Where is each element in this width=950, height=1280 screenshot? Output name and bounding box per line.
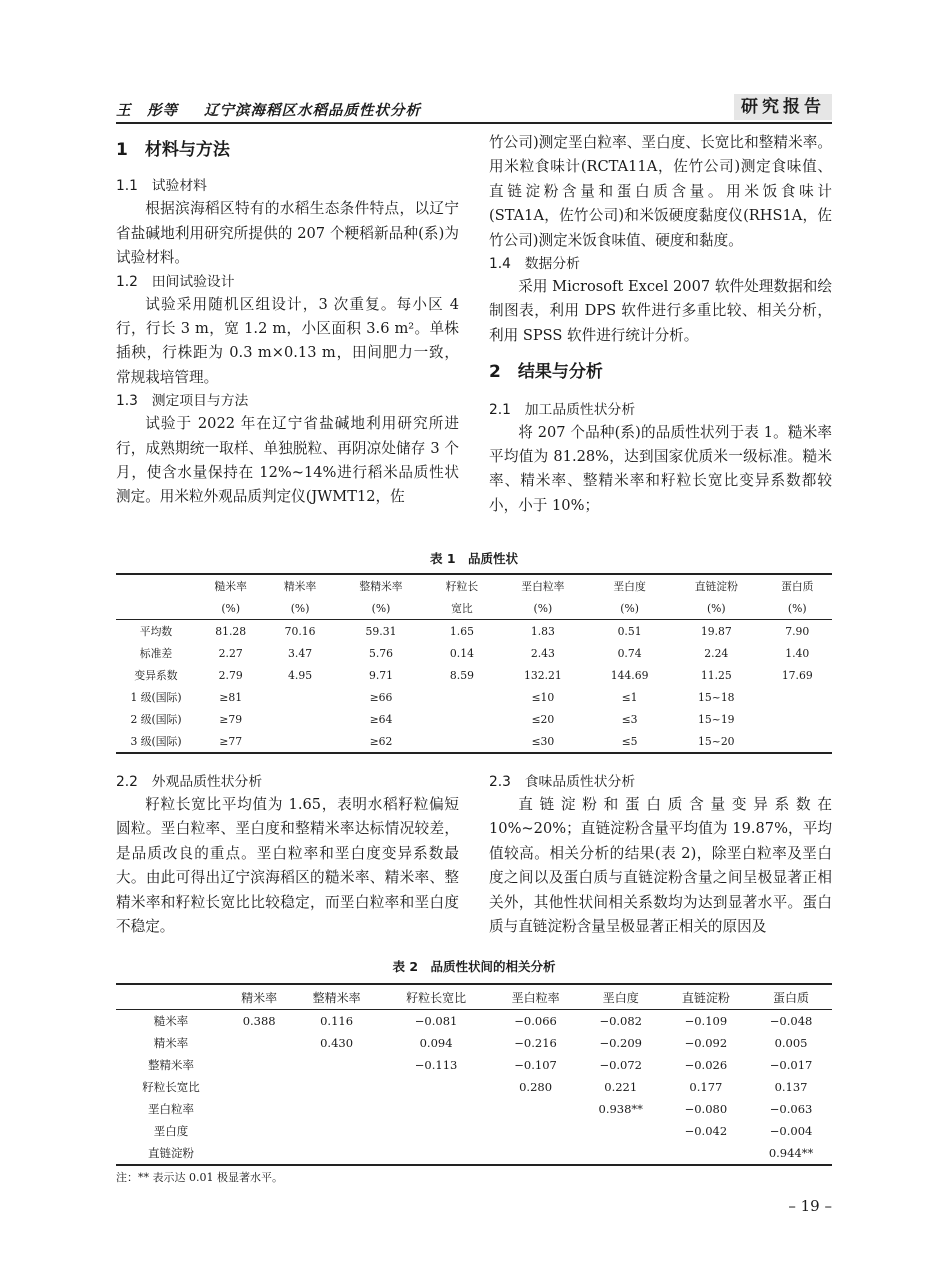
table1-header-cell: 精米率 <box>265 574 334 597</box>
table-cell <box>491 1142 579 1165</box>
table-cell: 0.51 <box>617 624 642 638</box>
table-cell: 132.21 <box>523 668 562 682</box>
subsection-heading: 1.4 数据分析 <box>489 256 580 273</box>
row-label: 整精米率 <box>148 1058 194 1072</box>
table-cell: 9.71 <box>368 668 394 682</box>
table-cell <box>381 1076 492 1098</box>
table-row <box>116 1120 832 1142</box>
table-cell <box>427 686 496 708</box>
table-cell: ≥62 <box>335 730 428 753</box>
table-cell <box>226 1054 292 1076</box>
table2-header-row <box>116 984 832 1010</box>
table1-header-row <box>116 574 832 597</box>
table1-header-cell: (%) <box>265 597 334 620</box>
table-cell: −0.066 <box>514 1014 557 1028</box>
table-cell: ≤30 <box>497 730 590 753</box>
table-row <box>116 1098 832 1120</box>
table-cell <box>763 730 832 753</box>
table-cell: ≥79 <box>219 712 243 726</box>
table-cell: 4.95 <box>288 668 313 682</box>
table-cell: 0.280 <box>519 1080 553 1094</box>
table-cell: −0.063 <box>769 1102 813 1116</box>
table2-header-cell: 垩白粒率 <box>491 984 579 1010</box>
table-cell: 3.47 <box>288 646 313 660</box>
right-column-bottom <box>489 771 832 939</box>
table2-caption: 表 2 品质性状间的相关分析 <box>392 959 556 974</box>
row-label: 垩白粒率 <box>148 1102 194 1116</box>
table-cell: 0.221 <box>604 1080 638 1094</box>
table2-header-cell: 蛋白质 <box>750 984 832 1010</box>
table2-note: 注：** 表示达 0.01 极显著水平。 <box>116 1171 283 1184</box>
paragraph: 竹公司)测定垩白粒率、垩白度、长宽比和整精米率。用米粒食味计(RCTA11A，佐竹公司)测定食味值、直链淀粉含量和蛋白质含量。用米饭食味计(STA1A，佐竹公司)和米饭硬度黏度仪(RHS1A，佐竹公司)测定米饭食味值、硬度和黏度。 <box>489 134 832 249</box>
table2-body <box>116 1010 832 1166</box>
table-cell: −0.113 <box>414 1058 458 1072</box>
table-cell: 1.65 <box>449 624 474 638</box>
table-cell: 0.094 <box>419 1036 453 1050</box>
table-cell: −0.216 <box>514 1036 557 1050</box>
table-cell: 1.83 <box>530 624 555 638</box>
table2-header-cell: 垩白度 <box>580 984 662 1010</box>
subsection-heading: 1.3 测定项目与方法 <box>116 393 249 410</box>
table-cell: 2.43 <box>530 646 555 660</box>
table-cell: 15~18 <box>698 690 735 704</box>
subsection-heading: 1.1 试验材料 <box>116 178 207 195</box>
table1-body <box>116 620 832 754</box>
table-cell: 15~19 <box>698 712 735 726</box>
table-cell <box>662 1142 750 1165</box>
table-cell <box>381 1142 492 1165</box>
table-cell <box>292 1098 380 1120</box>
table1-header-cell: 垩白度 <box>589 574 670 597</box>
table-cell: 0.388 <box>242 1014 276 1028</box>
table-cell <box>226 1032 292 1054</box>
table-cell: 0.14 <box>449 646 474 660</box>
table-cell: −0.026 <box>684 1058 728 1072</box>
table1-header-cell: (%) <box>763 597 832 620</box>
table-cell: 8.59 <box>449 668 474 682</box>
paragraph: 籽粒长宽比平均值为 1.65，表明水稻籽粒偏短圆粒。垩白粒率、垩白度和整精米率达标情况较差，是品质改良的重点。垩白粒率和垩白度变异系数最大。由此可得出辽宁滨海稻区的糙米率、精米率、整精米率和籽粒长宽比比较稳定，而垩白粒率和垩白度不稳定。 <box>116 796 459 936</box>
table1-header-cell: 蛋白质 <box>763 574 832 597</box>
table1-header-cell: 宽比 <box>427 597 496 620</box>
table1-header-cell: (%) <box>196 597 265 620</box>
table-cell: −0.082 <box>599 1014 642 1028</box>
row-label: 垩白度 <box>153 1124 189 1138</box>
header-title: 辽宁滨海稻区水稻品质性状分析 <box>204 103 421 119</box>
table-cell: 70.16 <box>284 624 316 638</box>
section-heading: 2 结果与分析 <box>489 362 603 383</box>
table-cell <box>292 1054 380 1076</box>
table-cell: 5.76 <box>368 646 394 660</box>
table-cell: 144.69 <box>610 668 649 682</box>
table1-header-cell: (%) <box>589 597 670 620</box>
table1-header-cell: (%) <box>335 597 428 620</box>
table2-header-cell: 整精米率 <box>292 984 380 1010</box>
table-cell: ≥81 <box>219 690 243 704</box>
table-cell: ≥64 <box>369 712 393 726</box>
paragraph: 试验于 2022 年在辽宁省盐碱地利用研究所进行，成熟期统一取样、单独脱粒、再阴凉处储存 3 个月，使含水量保持在 12%~14%进行稻米品质性状测定。用米粒外观品质判定仪(JWMT12，佐 <box>116 415 459 506</box>
table-cell: −0.107 <box>514 1058 557 1072</box>
table-cell <box>265 708 334 730</box>
table2 <box>116 983 832 1166</box>
table-cell: 59.31 <box>365 624 397 638</box>
table-cell: 11.25 <box>700 668 732 682</box>
table-cell <box>491 1098 579 1120</box>
table-row <box>116 1054 832 1076</box>
table-cell: ≤3 <box>621 712 638 726</box>
table-cell: 2.27 <box>218 646 243 660</box>
table-cell: ≤5 <box>589 730 670 753</box>
table1-header-cell: (%) <box>497 597 590 620</box>
table-cell <box>381 1098 492 1120</box>
right-column-top <box>489 131 832 518</box>
table-cell <box>265 730 334 753</box>
table1 <box>116 573 832 754</box>
table-row <box>116 730 832 753</box>
table-cell: ≤1 <box>621 690 638 704</box>
table-cell: −0.109 <box>684 1014 728 1028</box>
table-cell <box>292 1076 380 1098</box>
table1-header-cell: 直链淀粉 <box>670 574 763 597</box>
table-cell: −0.048 <box>769 1014 813 1028</box>
table-cell <box>427 730 496 753</box>
row-label: 平均数 <box>139 624 173 638</box>
table-cell <box>427 708 496 730</box>
row-label: 变异系数 <box>134 668 178 682</box>
table-cell <box>292 1142 380 1165</box>
section-heading: 1 材料与方法 <box>116 140 230 160</box>
table-row <box>116 620 832 643</box>
subsection-heading: 1.2 田间试验设计 <box>116 273 235 290</box>
left-column-bottom <box>116 771 459 939</box>
table-cell: 0.116 <box>320 1014 354 1028</box>
section-label: 研究报告 <box>734 94 832 120</box>
table-cell <box>265 686 334 708</box>
subsection-heading: 2.1 加工品质性状分析 <box>489 401 636 418</box>
row-label: 3 级(国际) <box>116 730 196 753</box>
table1-header-cell: (%) <box>670 597 763 620</box>
table-cell: −0.004 <box>769 1124 813 1138</box>
table-cell <box>580 1120 662 1142</box>
table-cell: 0.137 <box>774 1080 808 1094</box>
table-cell <box>226 1142 292 1165</box>
table-row <box>116 708 832 730</box>
table1-header-row <box>116 597 832 620</box>
left-column-top <box>116 138 459 510</box>
table-cell: 15~20 <box>670 730 763 753</box>
row-label: 精米率 <box>153 1036 189 1050</box>
table-cell: 0.005 <box>774 1036 808 1050</box>
table1-header-cell <box>116 597 196 620</box>
table-cell <box>491 1120 579 1142</box>
table-row <box>116 1032 832 1054</box>
table-cell: 0.177 <box>689 1080 723 1094</box>
table2-header-cell: 籽粒长宽比 <box>381 984 492 1010</box>
table-row <box>116 1010 832 1033</box>
table-cell: 81.28 <box>215 624 247 638</box>
row-label: 1 级(国际) <box>130 690 182 704</box>
table-row <box>116 686 832 708</box>
row-label: 糙米率 <box>153 1014 189 1028</box>
table1-header-cell <box>116 574 196 597</box>
table-row <box>116 664 832 686</box>
table-cell: ≤20 <box>531 712 555 726</box>
table-cell: 0.938** <box>598 1102 643 1116</box>
paragraph: 试验采用随机区组设计，3 次重复。每小区 4 行，行长 3 m，宽 1.2 m，小区面积 3.6 m²。单株插秧，行株距为 0.3 m×0.13 m，田间肥力一致，常规栽培管理。 <box>116 295 459 386</box>
table-cell: −0.042 <box>684 1124 728 1138</box>
table-cell: 19.87 <box>700 624 732 638</box>
row-label: 标准差 <box>139 646 173 660</box>
table-cell <box>292 1120 380 1142</box>
table-cell <box>763 686 832 708</box>
row-label: 2 级(国际) <box>130 712 182 726</box>
table-cell: −0.017 <box>769 1058 813 1072</box>
table-cell: ≥66 <box>369 690 393 704</box>
table1-caption: 表 1 品质性状 <box>429 551 519 566</box>
table-cell: 2.79 <box>218 668 243 682</box>
table2-header-cell: 精米率 <box>226 984 292 1010</box>
table-cell <box>226 1098 292 1120</box>
table-cell <box>580 1142 662 1165</box>
table-cell <box>381 1120 492 1142</box>
table1-header-cell: 糙米率 <box>196 574 265 597</box>
header-authors: 王 彤等 <box>116 103 178 119</box>
table1-header-cell: 籽粒长 <box>427 574 496 597</box>
page-number: – 19 – <box>788 1197 832 1215</box>
table-cell: ≤10 <box>531 690 555 704</box>
table2-header-cell: 直链淀粉 <box>662 984 750 1010</box>
paragraph: 将 207 个品种(系)的品质性状列于表 1。糙米率平均值为 81.28%，达到国家优质米一级标准。糙米率、精米率、整精米率和籽粒长宽比变异系数都较小，小于 10%； <box>489 423 832 514</box>
table-cell: 0.944** <box>750 1142 832 1165</box>
table-row <box>116 1142 832 1165</box>
table-cell: −0.072 <box>599 1058 642 1072</box>
table-cell: 2.24 <box>704 646 729 660</box>
table-cell: 1.40 <box>785 646 810 660</box>
running-header <box>116 99 421 120</box>
table-cell: −0.209 <box>599 1036 642 1050</box>
table1-header-cell: 垩白粒率 <box>497 574 590 597</box>
paragraph: 采用 Microsoft Excel 2007 软件处理数据和绘制图表，利用 DPS 软件进行多重比较、相关分析，利用 SPSS 软件进行统计分析。 <box>489 278 832 344</box>
paragraph: 直链淀粉和蛋白质含量变异系数在 10%~20%；直链淀粉含量平均值为 19.87%，平均值较高。相关分析的结果(表 2)，除垩白粒率及垩白度之间以及蛋白质与直链淀粉含量之间呈极显著正相关外，其他性状间相关系数均为达到显著水平。蛋白质与直链淀粉含量呈极显著正相关的原因及 <box>489 796 832 936</box>
table-cell <box>763 708 832 730</box>
table-cell: 17.69 <box>781 668 813 682</box>
table-cell: 0.74 <box>617 646 642 660</box>
table-cell <box>226 1120 292 1142</box>
table-cell: ≥77 <box>196 730 265 753</box>
header-rule <box>116 122 832 124</box>
subsection-heading: 2.3 食味品质性状分析 <box>489 774 636 790</box>
table-row <box>116 642 832 664</box>
table-cell: 7.90 <box>785 624 810 638</box>
table1-header-cell: 整精米率 <box>335 574 428 597</box>
row-label: 籽粒长宽比 <box>142 1080 200 1094</box>
table-cell <box>226 1076 292 1098</box>
table2-header-cell <box>116 984 226 1010</box>
table-cell: −0.092 <box>684 1036 728 1050</box>
table-row <box>116 1076 832 1098</box>
subsection-heading: 2.2 外观品质性状分析 <box>116 774 263 790</box>
paragraph: 根据滨海稻区特有的水稻生态条件特点，以辽宁省盐碱地利用研究所提供的 207 个粳稻新品种(系)为试验材料。 <box>116 200 459 267</box>
table-cell: −0.080 <box>684 1102 728 1116</box>
table-cell: 0.430 <box>320 1036 354 1050</box>
table-cell: −0.081 <box>414 1014 458 1028</box>
row-label: 直链淀粉 <box>116 1142 226 1165</box>
